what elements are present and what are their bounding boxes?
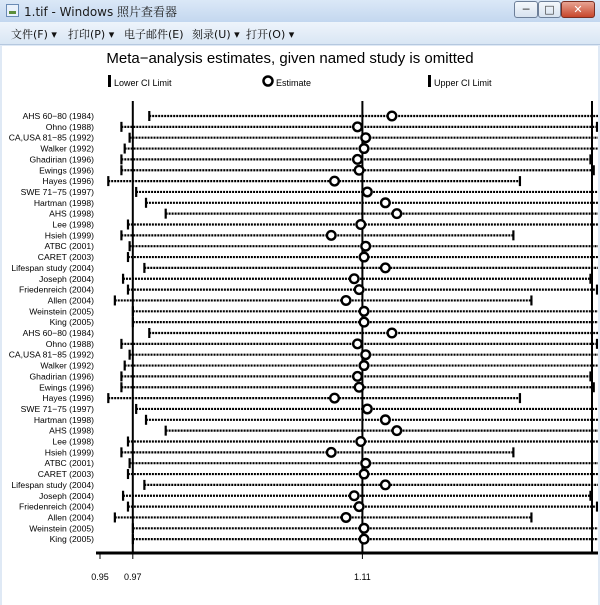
estimate-point bbox=[393, 426, 402, 435]
study-label: Walker (1992) bbox=[40, 360, 94, 371]
estimate-point bbox=[361, 242, 370, 251]
study-label: King (2005) bbox=[49, 534, 94, 545]
lower-ci-mark bbox=[127, 502, 129, 512]
menu-print[interactable]: 打印(P) ▾ bbox=[68, 28, 115, 41]
study-label: Hartman (1998) bbox=[33, 197, 94, 208]
study-label: Lee (1998) bbox=[52, 219, 94, 230]
lower-ci-mark bbox=[148, 111, 150, 121]
estimate-point bbox=[350, 491, 359, 500]
lower-ci-mark bbox=[107, 176, 109, 186]
estimate-point bbox=[381, 481, 390, 490]
estimate-point bbox=[361, 459, 370, 468]
study-label: ATBC (2001) bbox=[44, 458, 94, 469]
upper-ci-mark bbox=[593, 382, 595, 392]
estimate-point bbox=[355, 166, 364, 175]
lower-ci-mark bbox=[135, 404, 137, 414]
study-label: Friedenreich (2004) bbox=[19, 501, 94, 512]
upper-ci-mark bbox=[596, 122, 598, 132]
study-label: Hayes (1996) bbox=[42, 176, 94, 187]
study-label: CARET (2003) bbox=[37, 252, 94, 263]
upper-ci-mark bbox=[596, 502, 598, 512]
upper-ci-mark bbox=[593, 165, 595, 175]
close-button[interactable]: ✕ bbox=[561, 1, 595, 18]
legend-upper-ci-label: Upper CI Limit bbox=[434, 78, 492, 88]
legend-estimate-marker bbox=[264, 77, 273, 86]
estimate-point bbox=[356, 220, 365, 229]
study-label: Lifespan study (2004) bbox=[11, 262, 94, 273]
lower-ci-mark bbox=[143, 480, 145, 490]
estimate-point bbox=[360, 524, 369, 533]
study-label: Allen (2004) bbox=[47, 295, 94, 306]
menu-email[interactable]: 电子邮件(E) bbox=[124, 28, 184, 41]
upper-ci-mark bbox=[589, 274, 591, 284]
estimate-point bbox=[360, 361, 369, 370]
study-label: Weinstein (2005) bbox=[29, 306, 94, 317]
menu-burn[interactable]: 刻录(U) ▾ bbox=[192, 28, 240, 41]
estimate-point bbox=[363, 188, 372, 197]
lower-ci-mark bbox=[129, 241, 131, 251]
estimate-point bbox=[360, 470, 369, 479]
estimate-point bbox=[381, 199, 390, 208]
study-label: AHS 60−80 (1984) bbox=[22, 111, 94, 121]
legend-estimate-label: Estimate bbox=[276, 78, 312, 88]
study-label: AHS (1998) bbox=[49, 425, 94, 436]
estimate-point bbox=[327, 448, 336, 457]
estimate-point bbox=[363, 405, 372, 414]
lower-ci-mark bbox=[145, 198, 147, 208]
study-label: Hayes (1996) bbox=[42, 393, 94, 404]
estimate-point bbox=[360, 253, 369, 262]
estimate-point bbox=[342, 296, 351, 305]
lower-ci-mark bbox=[127, 285, 129, 295]
study-label: Hartman (1998) bbox=[33, 414, 94, 425]
study-label: Ohno (1988) bbox=[45, 121, 94, 132]
lower-ci-mark bbox=[148, 328, 150, 338]
upper-ci-mark bbox=[530, 295, 532, 305]
lower-ci-mark bbox=[165, 209, 167, 219]
study-label: Joseph (2004) bbox=[39, 273, 94, 284]
lower-ci-mark bbox=[143, 263, 145, 273]
upper-ci-mark bbox=[530, 512, 532, 522]
lower-ci-mark bbox=[127, 220, 129, 230]
forest-plot-chart bbox=[2, 46, 598, 605]
study-label: Ghadirian (1996) bbox=[29, 154, 94, 165]
lower-ci-mark bbox=[107, 393, 109, 403]
estimate-point bbox=[360, 535, 369, 544]
study-label: Hsieh (1999) bbox=[44, 230, 94, 241]
legend-lower-ci-label: Lower CI Limit bbox=[114, 78, 172, 88]
estimate-point bbox=[353, 372, 362, 381]
legend-lower-ci-marker bbox=[108, 75, 111, 87]
lower-ci-mark bbox=[120, 371, 122, 381]
image-canvas bbox=[2, 46, 598, 605]
estimate-point bbox=[353, 123, 362, 132]
chart-title: Meta−analysis estimates, given named study is omitted bbox=[106, 50, 474, 67]
lower-ci-mark bbox=[114, 512, 116, 522]
estimate-point bbox=[381, 264, 390, 273]
upper-ci-mark bbox=[589, 154, 591, 164]
lower-ci-mark bbox=[122, 491, 124, 501]
estimate-point bbox=[330, 177, 339, 186]
study-label: Hsieh (1999) bbox=[44, 447, 94, 458]
study-label: Ghadirian (1996) bbox=[29, 371, 94, 382]
lower-ci-mark bbox=[132, 317, 134, 327]
lower-ci-mark bbox=[120, 122, 122, 132]
estimate-point bbox=[381, 416, 390, 425]
estimate-point bbox=[356, 437, 365, 446]
upper-ci-mark bbox=[596, 339, 598, 349]
estimate-point bbox=[353, 155, 362, 164]
study-label: SWE 71−75 (1997) bbox=[20, 186, 94, 197]
lower-ci-mark bbox=[145, 415, 147, 425]
upper-ci-mark bbox=[589, 371, 591, 381]
menu-bar bbox=[0, 22, 600, 45]
lower-ci-mark bbox=[132, 523, 134, 533]
lower-ci-mark bbox=[135, 187, 137, 197]
study-label: Walker (1992) bbox=[40, 143, 94, 154]
x-tick-label: 0.95 bbox=[91, 572, 109, 582]
lower-ci-mark bbox=[120, 382, 122, 392]
x-tick-label: 0.97 bbox=[124, 572, 142, 582]
window-title: 1.tif - Windows 照片查看器 bbox=[24, 5, 178, 19]
estimate-point bbox=[393, 209, 402, 218]
study-label: ATBC (2001) bbox=[44, 241, 94, 252]
study-label: CA,USA 81−85 (1992) bbox=[8, 349, 94, 360]
estimate-point bbox=[330, 394, 339, 403]
lower-ci-mark bbox=[120, 339, 122, 349]
upper-ci-mark bbox=[589, 491, 591, 501]
upper-ci-mark bbox=[512, 447, 514, 457]
lower-ci-mark bbox=[120, 230, 122, 240]
estimate-point bbox=[388, 329, 397, 338]
lower-ci-mark bbox=[120, 447, 122, 457]
study-label: AHS 60−80 (1984) bbox=[22, 328, 94, 338]
estimate-point bbox=[355, 285, 364, 294]
lower-ci-mark bbox=[122, 274, 124, 284]
study-label: AHS (1998) bbox=[49, 208, 94, 219]
upper-ci-mark bbox=[596, 285, 598, 295]
minimize-button[interactable]: ─ bbox=[514, 1, 538, 18]
lower-ci-mark bbox=[124, 361, 126, 371]
estimate-point bbox=[360, 144, 369, 153]
study-label: Lee (1998) bbox=[52, 436, 94, 447]
study-label: CA,USA 81−85 (1992) bbox=[8, 132, 94, 143]
lower-ci-mark bbox=[120, 154, 122, 164]
estimate-point bbox=[355, 383, 364, 392]
photo-viewer-app-icon bbox=[6, 4, 19, 17]
lower-ci-mark bbox=[127, 252, 129, 262]
study-label: Ohno (1988) bbox=[45, 338, 94, 349]
study-label: Allen (2004) bbox=[47, 512, 94, 523]
x-tick-label: 1.11 bbox=[353, 572, 371, 582]
estimate-point bbox=[350, 274, 359, 283]
upper-ci-mark bbox=[512, 230, 514, 240]
study-label: CARET (2003) bbox=[37, 469, 94, 480]
lower-ci-mark bbox=[129, 458, 131, 468]
upper-ci-mark bbox=[519, 393, 521, 403]
study-label: Lifespan study (2004) bbox=[11, 479, 94, 490]
lower-ci-mark bbox=[127, 469, 129, 479]
estimate-point bbox=[327, 231, 336, 240]
estimate-point bbox=[360, 307, 369, 316]
lower-ci-mark bbox=[120, 165, 122, 175]
lower-ci-mark bbox=[114, 295, 116, 305]
title-bar[interactable] bbox=[0, 0, 600, 22]
estimate-point bbox=[353, 340, 362, 349]
lower-ci-mark bbox=[132, 306, 134, 316]
lower-ci-mark bbox=[132, 534, 134, 544]
lower-ci-mark bbox=[129, 350, 131, 360]
lower-ci-mark bbox=[165, 426, 167, 436]
estimate-point bbox=[342, 513, 351, 522]
study-label: Ewings (1996) bbox=[39, 165, 94, 176]
estimate-point bbox=[361, 350, 370, 359]
maximize-button[interactable]: □ bbox=[538, 1, 561, 18]
study-label: SWE 71−75 (1997) bbox=[20, 403, 94, 414]
study-label: Weinstein (2005) bbox=[29, 523, 94, 534]
lower-ci-mark bbox=[129, 133, 131, 143]
study-label: Friedenreich (2004) bbox=[19, 284, 94, 295]
estimate-point bbox=[388, 112, 397, 121]
estimate-point bbox=[360, 318, 369, 327]
study-label: King (2005) bbox=[49, 317, 94, 328]
upper-ci-mark bbox=[519, 176, 521, 186]
estimate-point bbox=[355, 502, 364, 511]
menu-file[interactable]: 文件(F) ▾ bbox=[11, 28, 57, 41]
study-label: Ewings (1996) bbox=[39, 382, 94, 393]
lower-ci-mark bbox=[124, 144, 126, 154]
lower-ci-mark bbox=[127, 437, 129, 447]
study-label: Joseph (2004) bbox=[39, 490, 94, 501]
legend-upper-ci-marker bbox=[428, 75, 431, 87]
estimate-point bbox=[361, 133, 370, 142]
menu-open[interactable]: 打开(O) ▾ bbox=[246, 28, 295, 41]
